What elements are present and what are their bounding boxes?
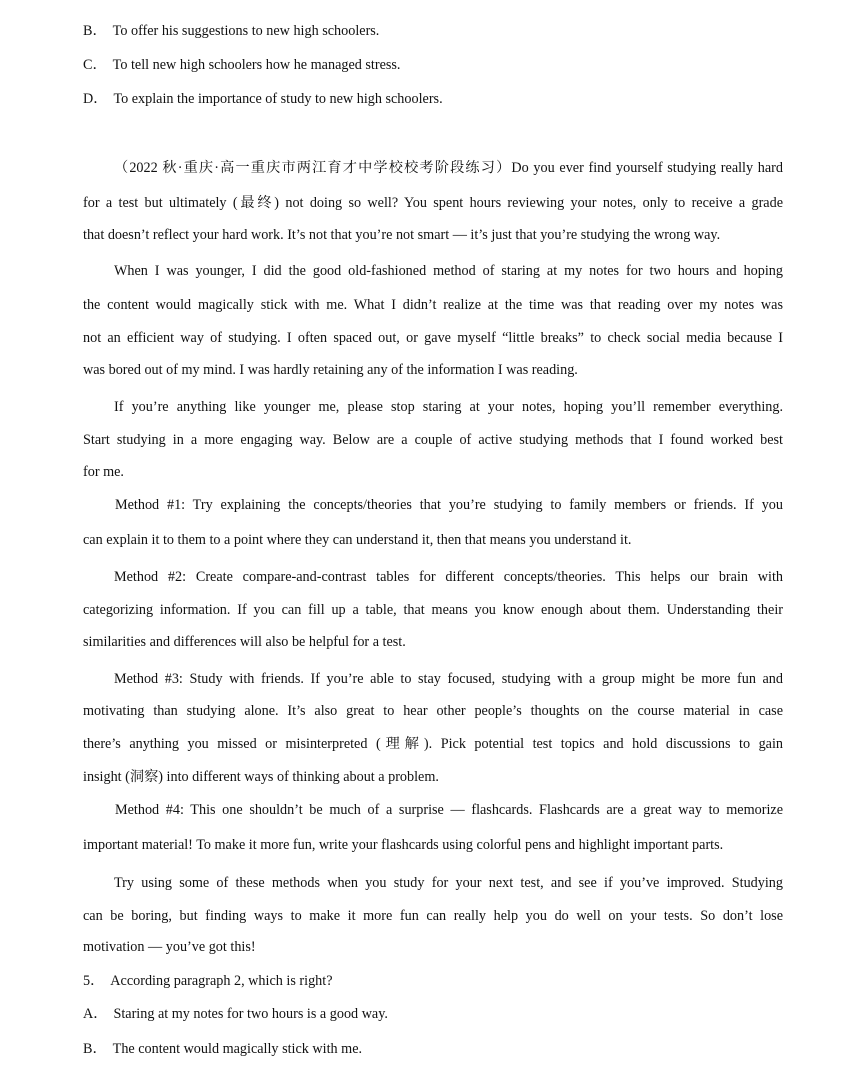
passage-line: Method #4: This one shouldn’t be much of a surprise — flashcards. Flashcards are a great way to memorize (115, 802, 783, 818)
passage-line: Method #1: Try explaining the concepts/theories that you’re studying to family members or friends. If you (115, 497, 783, 513)
option-b (83, 21, 783, 41)
option-text: Staring at my notes for two hours is a good way. (113, 1006, 388, 1022)
option-text: The content would magically stick with me. (112, 1041, 363, 1057)
passage-line: Method #3: Study with friends. If you’re able to stay focused, studying with a group might be more fun and (114, 671, 783, 687)
passage-line: for a test but ultimately (最终) not doing so well? You spent hours reviewing your notes, only to receive a grade (83, 195, 783, 211)
option-text: To tell new high schoolers how he managed stress. (112, 57, 401, 73)
passage-line: similarities and differences will also be helpful for a test. (83, 634, 406, 650)
passage-line: Method #2: Create compare-and-contrast tables for different concepts/theories. This helps our brain with (114, 569, 783, 585)
passage-line: can explain it to them to a point where they can understand it, then that means you understand it. (83, 532, 632, 548)
option-text: To offer his suggestions to new high schoolers. (112, 23, 380, 39)
passage-line: not an efficient way of studying. I often spaced out, or gave myself “little breaks” to check social media because I (83, 330, 783, 346)
option-letter: B． (83, 1041, 107, 1057)
passage-line: that doesn’t reflect your hard work. It’s not that you’re not smart — it’s just that you’re studying the wrong way. (83, 227, 721, 243)
passage-line: there’s anything you missed or misinterpreted (理解). Pick potential test topics and hold discussions to gain (83, 736, 783, 752)
option-letter: D． (83, 91, 108, 107)
passage-line: If you’re anything like younger me, please stop staring at your notes, hoping you’ll remember everything. (114, 399, 783, 415)
passage-line: important material! To make it more fun, write your flashcards using colorful pens and highlight important parts. (83, 837, 724, 853)
passage-line: categorizing information. If you can fill up a table, that means you know enough about them. Understanding their (83, 602, 783, 618)
passage-line: When I was younger, I did the good old-fashioned method of staring at my notes for two hours and hoping (114, 263, 783, 279)
passage-line: insight (洞察) into different ways of thinking about a problem. (83, 769, 439, 785)
option-c (83, 55, 783, 75)
option-text: To explain the importance of study to new high schoolers. (113, 91, 443, 107)
passage-line: motivating than studying alone. It’s also great to hear other people’s thoughts on the course material in case (83, 703, 783, 719)
option-d (83, 89, 783, 109)
passage-line: （2022 秋·重庆·高一重庆市两江育才中学校校考阶段练习）Do you ever find yourself studying really hard (114, 160, 783, 176)
passage-line: Try using some of these methods when you study for your next test, and see if you’ve improved. Studying (114, 875, 783, 891)
option-letter: B． (83, 23, 107, 39)
option-letter: A． (83, 1006, 108, 1022)
option-a (83, 1004, 783, 1024)
question-number: 5． (83, 973, 105, 989)
question-5-stem (83, 971, 783, 991)
option-letter: C． (83, 57, 107, 73)
question-text: According paragraph 2, which is right? (110, 973, 333, 989)
option-b (83, 1039, 783, 1059)
passage-line: the content would magically stick with me. What I didn’t realize at the time was that reading over my notes was (83, 297, 783, 313)
passage-line: was bored out of my mind. I was hardly retaining any of the information I was reading. (83, 362, 578, 378)
passage-line: Start studying in a more engaging way. Below are a couple of active studying methods that I found worked best (83, 432, 783, 448)
passage-line: can be boring, but finding ways to make it more fun can really help you do well on your tests. So don’t lose (83, 908, 783, 924)
passage-line: for me. (83, 464, 124, 480)
passage-line: motivation — you’ve got this! (83, 939, 256, 955)
